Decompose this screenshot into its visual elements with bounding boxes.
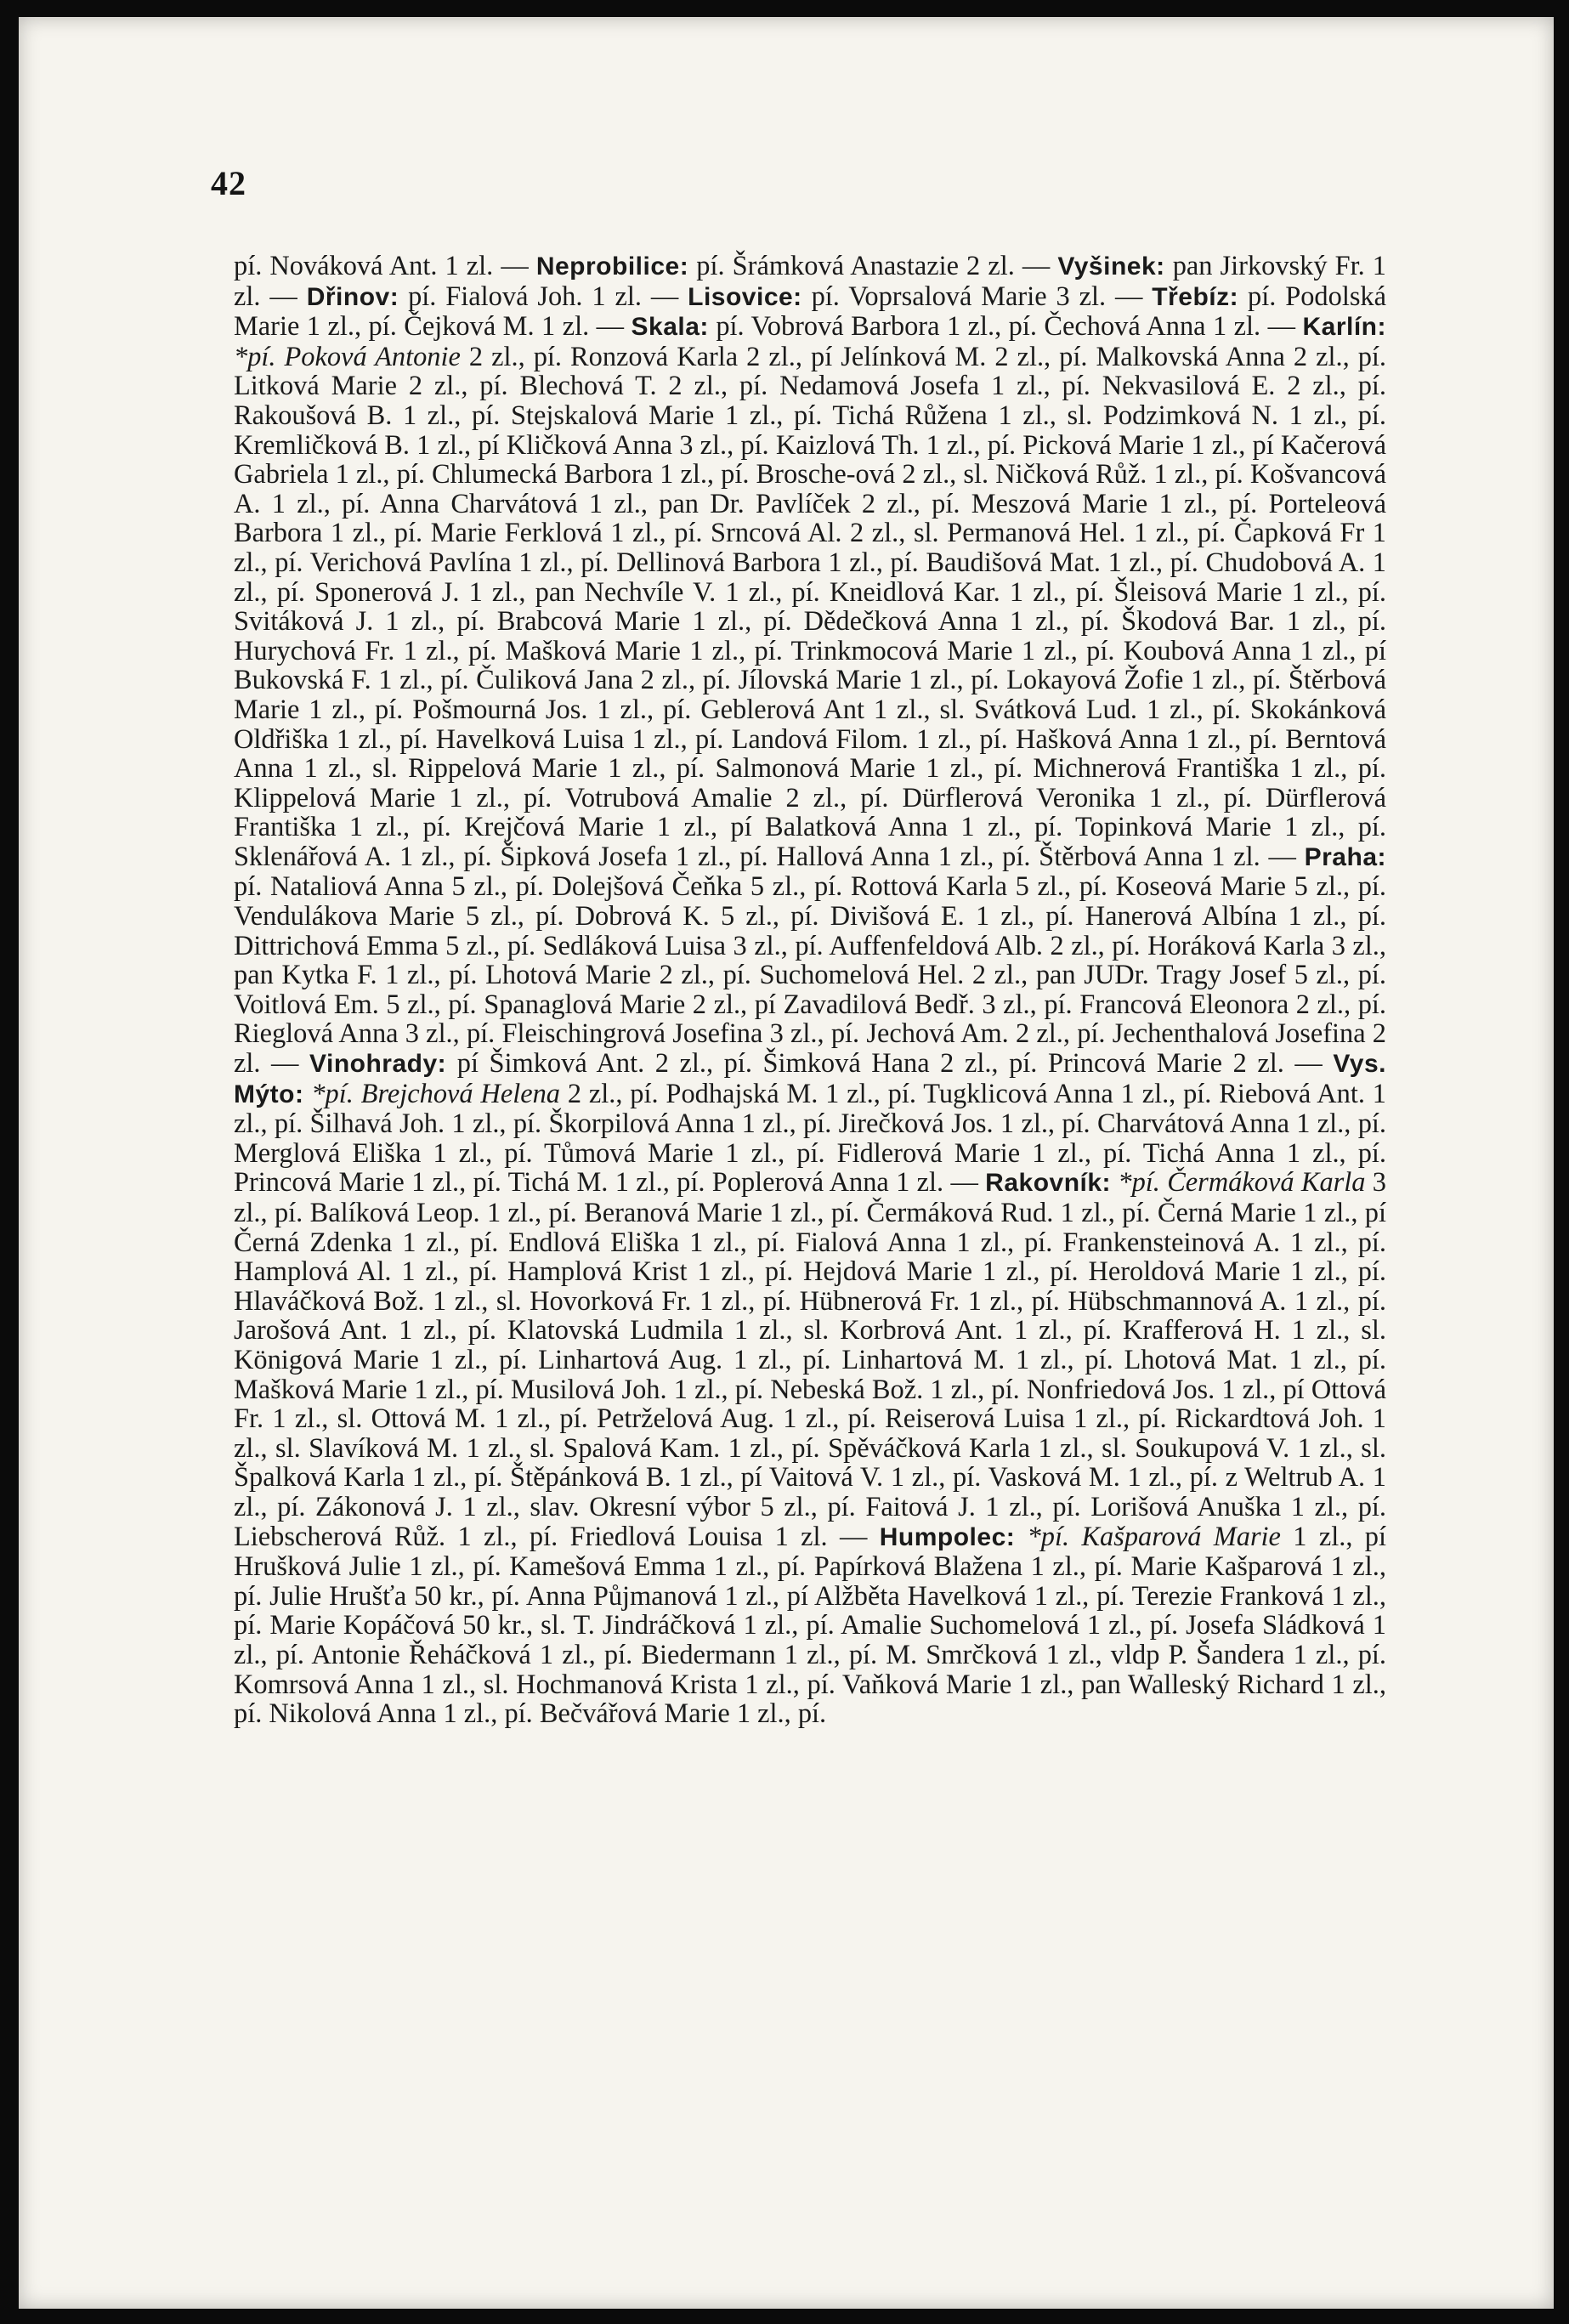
- donor-entries: pí Šimková Ant. 2 zl., pí. Šimková Hana 2 zl., pí. Princová Marie 2 zl. —: [446, 1048, 1334, 1080]
- donor-entries: pí. Fialová Joh. 1 zl. —: [399, 281, 688, 312]
- place-heading: Praha:: [1304, 842, 1386, 871]
- place-heading: Dřinov:: [306, 282, 399, 311]
- donor-entries: [303, 1079, 311, 1109]
- donor-entries: pí. Nataliová Anna 5 zl., pí. Dolejšová Čeňka 5 zl., pí. Rottová Karla 5 zl., pí. Koseová Marie 5 zl., pí. Vendulákova Marie 5 zl., pí. Dobrová K. 5 zl., pí. Divišová E. 1 zl., pí. Hanerová Albína 1 zl., pí. Dittrichová Emma 5 zl., pí. Sedláková Luisa 3 zl., pí. Auffenfeldová Alb. 2 zl., pí. Horáková Karla 3 zl., pan Kytka F. 1 zl., pí. Lhotová Marie 2 zl., pí. Suchomelová Hel. 2 zl., pan JUDr. Tragy Josef 5 zl., pí. Voitlová Em. 5 zl., pí. Spanaglová Marie 2 zl., pí Zavadilová Bedř. 3 zl., pí. Francová Eleonora 2 zl., pí. Rieglová Anna 3 zl., pí. Fleischingrová Josefina 3 zl., pí. Jechová Am. 2 zl., pí. Jechenthalová Josefina 2 zl. —: [234, 871, 1386, 1080]
- place-heading: Vyšinek:: [1057, 252, 1165, 281]
- place-heading: Skala:: [631, 313, 709, 342]
- book-page: [19, 17, 1554, 2309]
- place-heading: Rakovník:: [985, 1169, 1112, 1198]
- donor-entries: 3 zl., pí. Balíková Leop. 1 zl., pí. Beranová Marie 1 zl., pí. Čermáková Rud. 1 zl., pí. Černá Marie 1 zl., pí Černá Zdenka 1 zl., pí. Endlová Eliška 1 zl., pí. Fialová Anna 1 zl., pí. Frankensteinová A. 1 zl., pí. Hamplová Al. 1 zl., pí. Hamplová Krist 1 zl., pí. Hejdová Marie 1 zl., pí. Heroldová Marie 1 zl., pí. Hlaváčková Bož. 1 zl., sl. Hovorková Fr. 1 zl., pí. Hübnerová Fr. 1 zl., pí. Hübschmannová A. 1 zl., pí. Jarošová Ant. 1 zl., pí. Klatovská Ludmila 1 zl., sl. Korbrová Ant. 1 zl., pí. Krafferová H. 1 zl., sl. Königová Marie 1 zl., pí. Linhartová Aug. 1 zl., pí. Linhartová M. 1 zl., pí. Lhotová Mat. 1 zl., pí. Mašková Marie 1 zl., pí. Musilová Joh. 1 zl., pí. Nebeská Bož. 1 zl., pí. Nonfriedová Jos. 1 zl., pí Ottová Fr. 1 zl., sl. Ottová M. 1 zl., pí. Petrželová Aug. 1 zl., pí. Reiserová Luisa 1 zl., pí. Rickardtová Joh. 1 zl., sl. Slavíková M. 1 zl., sl. Spalová Kam. 1 zl., pí. Spěváčková Karla 1 zl., sl. Soukupová V. 1 zl., sl. Špalková Karla 1 zl., pí. Štěpánková B. 1 zl., pí Vaitová V. 1 zl., pí. Vasková M. 1 zl., pí. z Weltrub A. 1 zl., pí. Zákonová J. 1 zl., slav. Okresní výbor 5 zl., pí. Faitová J. 1 zl., pí. Lorišová Anuška 1 zl., pí. Liebscherová Růž. 1 zl., pí. Friedlová Louisa 1 zl. —: [234, 1167, 1386, 1552]
- place-heading: Vinohrady:: [309, 1050, 447, 1079]
- place-heading: Karlín:: [1302, 313, 1386, 342]
- honorary-donor: *pí. Brejchová Helena: [311, 1078, 560, 1109]
- donor-entries: [1015, 1522, 1027, 1552]
- place-heading: Třebíz:: [1152, 282, 1239, 311]
- donor-entries: pí. Vobrová Barbora 1 zl., pí. Čechová Anna 1 zl. —: [708, 311, 1303, 343]
- donor-entries: pan Jirkovský Fr. 1 zl. —: [234, 251, 1386, 312]
- place-heading: Humpolec:: [879, 1522, 1016, 1551]
- donor-entries: 2 zl., pí. Podhajská M. 1 zl., pí. Tugklicová Anna 1 zl., pí. Riebová Ant. 1 zl., pí. Šilhavá Joh. 1 zl., pí. Škorpilová Anna 1 zl., pí. Jirečková Jos. 1 zl., pí. Charvátová Anna 1 zl., pí. Merglová Eliška 1 zl., pí. Tůmová Marie 1 zl., pí. Fidlerová Marie 1 zl., pí. Tichá Anna 1 zl., pí. Princová Marie 1 zl., pí. Tichá M. 1 zl., pí. Poplerová Anna 1 zl. —: [234, 1078, 1386, 1199]
- honorary-donor: *pí. Čermáková Karla: [1118, 1167, 1366, 1199]
- donor-entries: pí. Šrámková Anastazie 2 zl. —: [688, 251, 1058, 281]
- donor-list-text: [234, 252, 1386, 1729]
- donor-paragraph: [234, 252, 1386, 1729]
- donor-entries: pí. Podolská Marie 1 zl., pí. Čejková M. 1 zl. —: [234, 281, 1387, 343]
- donor-entries: 2 zl., pí. Ronzová Karla 2 zl., pí Jelínková M. 2 zl., pí. Malkovská Anna 2 zl., pí. Litková Marie 2 zl., pí. Blechová T. 2 zl., pí. Nedamová Josefa 1 zl., pí. Nekvasilová E. 2 zl., pí. Rakoušová B. 1 zl., pí. Stejskalová Marie 1 zl., pí. Tichá Růžena 1 zl., sl. Podzimková N. 1 zl., pí. Kremličková B. 1 zl., pí Kličková Anna 3 zl., pí. Kaizlová Th. 1 zl., pí. Picková Marie 1 zl., pí Kačerová Gabriela 1 zl., pí. Chlumecká Barbora 1 zl., pí. Brosche-ová 2 zl., sl. Ničková Růž. 1 zl., pí. Košvancová A. 1 zl., pí. Anna Charvátová 1 zl., pan Dr. Pavlíček 2 zl., pí. Meszová Marie 1 zl., pí. Porteleová Barbora 1 zl., pí. Marie Ferklová 1 zl., pí. Srncová Al. 2 zl., sl. Permanová Hel. 1 zl., pí. Čapková Fr 1 zl., pí. Verichová Pavlína 1 zl., pí. Dellinová Barbora 1 zl., pí. Baudišová Mat. 1 zl., pí. Chudobová A. 1 zl., pí. Sponerová J. 1 zl., pan Nechvíle V. 1 zl., pí. Kneidlová Kar. 1 zl., pí. Šleisová Marie 1 zl., pí. Svitáková J. 1 zl., pí. Brabcová Marie 1 zl., pí. Dědečková Anna 1 zl., pí. Škodová Bar. 1 zl., pí. Hurychová Fr. 1 zl., pí. Mašková Marie 1 zl., pí. Trinkmocová Marie 1 zl., pí. Koubová Anna 1 zl., pí Bukovská F. 1 zl., pí. Čuliková Jana 2 zl., pí. Jílovská Marie 1 zl., pí. Lokayová Žofie 1 zl., pí. Štěrbová Marie 1 zl., pí. Pošmourná Jos. 1 zl., pí. Geblerová Ant 1 zl., sl. Svátková Lud. 1 zl., pí. Skokánková Oldřiška 1 zl., pí. Havelková Luisa 1 zl., pí. Landová Filom. 1 zl., pí. Hašková Anna 1 zl., pí. Berntová Anna 1 zl., sl. Rippelová Marie 1 zl., pí. Salmonová Marie 1 zl., pí. Michnerová Františka 1 zl., pí. Klippelová Marie 1 zl., pí. Votrubová Amalie 2 zl., pí. Dürflerová Veronika 1 zl., pí. Dürflerová Františka 1 zl., pí. Krejčová Marie 1 zl., pí Balatková Anna 1 zl., pí. Topinková Marie 1 zl., pí. Sklenářová A. 1 zl., pí. Šipková Josefa 1 zl., pí. Hallová Anna 1 zl., pí. Štěrbová Anna 1 zl. —: [234, 341, 1386, 872]
- donor-entries: 1 zl., pí Hrušková Julie 1 zl., pí. Kamešová Emma 1 zl., pí. Papírková Blažena 1 zl., pí. Marie Kašparová 1 zl., pí. Julie Hrušťa 50 kr., pí. Anna Půjmanová 1 zl., pí Alžběta Havelková 1 zl., pí. Terezie Franková 1 zl., pí. Marie Kopáčová 50 kr., sl. T. Jindráčková 1 zl., pí. Amalie Suchomelová 1 zl., pí. Josefa Sládková 1 zl., pí. Antonie Řeháčková 1 zl., pí. Biedermann 1 zl., pí. M. Smrčková 1 zl., vldp P. Šandera 1 zl., pí. Komrsová Anna 1 zl., sl. Hochmanová Krista 1 zl., pí. Vaňková Marie 1 zl., pan Walleský Richard 1 zl., pí. Nikolová Anna 1 zl., pí. Bečvářová Marie 1 zl., pí.: [234, 1521, 1386, 1730]
- place-heading: Neprobilice:: [535, 252, 689, 281]
- place-heading: Vys. Mýto:: [234, 1050, 1387, 1108]
- page-number: 42: [211, 164, 246, 202]
- donor-entries: pí. Nováková Ant. 1 zl. —: [234, 251, 536, 281]
- place-heading: Lisovice:: [688, 282, 802, 311]
- honorary-donor: *pí. Kašparová Marie: [1027, 1521, 1281, 1552]
- donor-entries: pí. Voprsalová Marie 3 zl. —: [801, 281, 1153, 312]
- honorary-donor: *pí. Poková Antonie: [234, 341, 461, 372]
